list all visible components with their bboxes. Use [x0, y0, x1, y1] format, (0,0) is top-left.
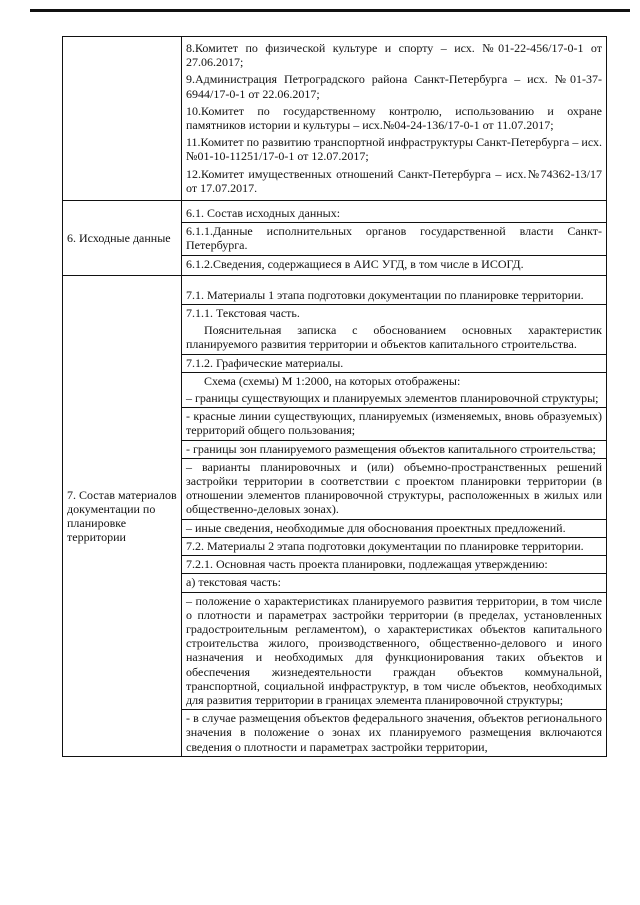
- list-item: – положение о характеристиках планируемого развития территории, в том числе о плотности и параметрах застройки территории (в пределах, установленных градостроительным регламентом), о характеристиках объектов капитального строительства жилого, производственного, общественно-делового и иного назначения и необходимых для функционирования таких объектов и обеспечения жизнедеятельности граждан объектов коммунальной, транспортной, социальной инфраструктур, в том числе объектов, необходимых для развития территории в границах элемента планировочной структуры;: [182, 592, 606, 710]
- table-row: [63, 201, 607, 276]
- list-item: 7.2. Материалы 2 этапа подготовки документации по планировке территории.: [182, 537, 606, 555]
- list-item: 7.2.1. Основная часть проекта планировки, подлежащая утверждению:: [182, 555, 606, 573]
- row-label-cell: [63, 201, 182, 276]
- list-item: – варианты планировочных и (или) объемно-пространственных решений застройки территории в соответствии с проектом планировки территории (в отношении элементов планировочной структуры, расположенных в жилых или общественно-деловых зонах).: [182, 458, 606, 519]
- list-item: 9.Администрация Петроградского района Санкт-Петербурга – исх. №01-37-6944/17-0-1 от 22.06.2017;: [186, 72, 602, 101]
- list-item: - в случае размещения объектов федерального значения, объектов регионального значения в положение о зонах их планируемого размещения включаются сведения о плотности и параметрах застройки территории,: [182, 709, 606, 756]
- row-label-cell: [63, 37, 182, 201]
- row-label: 6. Исходные данные: [67, 230, 171, 245]
- list-item: а) текстовая часть:: [182, 573, 606, 591]
- list-item: 6.1.1.Данные исполнительных органов государственной власти Санкт-Петербурга.: [182, 222, 606, 254]
- list-item: 6.1. Состав исходных данных:: [186, 206, 341, 221]
- list-item: - красные линии существующих, планируемых (изменяемых, вновь образуемых) территорий общего пользования;: [182, 407, 606, 439]
- list-item: - границы зон планируемого размещения объектов капитального строительства;: [182, 440, 606, 458]
- document-table: [62, 36, 607, 757]
- table-row: [63, 37, 607, 201]
- list-item: – иные сведения, необходимые для обоснования проектных предложений.: [182, 519, 606, 537]
- list-item: 7.1.1. Текстовая часть.: [182, 304, 606, 322]
- row-content-cell: [182, 201, 607, 276]
- list-item: 8.Комитет по физической культуре и спорту – исх. №01-22-456/17-0-1 от 27.06.2017;: [186, 41, 602, 70]
- top-rule: [30, 9, 630, 12]
- row-content-cell: [182, 37, 607, 201]
- list-item: 7.1. Материалы 1 этапа подготовки документации по планировке территории.: [186, 287, 584, 302]
- table-row: [63, 275, 607, 756]
- row-label: 7. Состав материалов документации по планировке территории: [67, 487, 177, 544]
- list-item: 7.1.2. Графические материалы.: [182, 354, 606, 372]
- list-item: Схема (схемы) М 1:2000, на которых отображены:: [182, 372, 606, 390]
- list-item: – границы существующих и планируемых элементов планировочной структуры;: [186, 391, 599, 406]
- list-item: 11.Комитет по развитию транспортной инфраструктуры Санкт-Петербурга – исх. №01-10-11251/17-0-1 от 12.07.2017;: [186, 135, 602, 164]
- row-label-cell: [63, 275, 182, 756]
- list-item: Пояснительная записка с обоснованием основных характеристик планируемого развития территории и объектов капитального строительства.: [186, 323, 602, 352]
- list-item: 12.Комитет имущественных отношений Санкт-Петербурга – исх.№74362-13/17 от 17.07.2017.: [186, 166, 602, 195]
- row-content-cell: [182, 275, 607, 756]
- list-item: 6.1.2.Сведения, содержащиеся в АИС УГД, в том числе в ИСОГД.: [182, 255, 606, 275]
- list-item: 10.Комитет по государственному контролю, использованию и охране памятников истории и культуры – исх.№04-24-136/17-0-1 от 11.07.2017;: [186, 103, 602, 133]
